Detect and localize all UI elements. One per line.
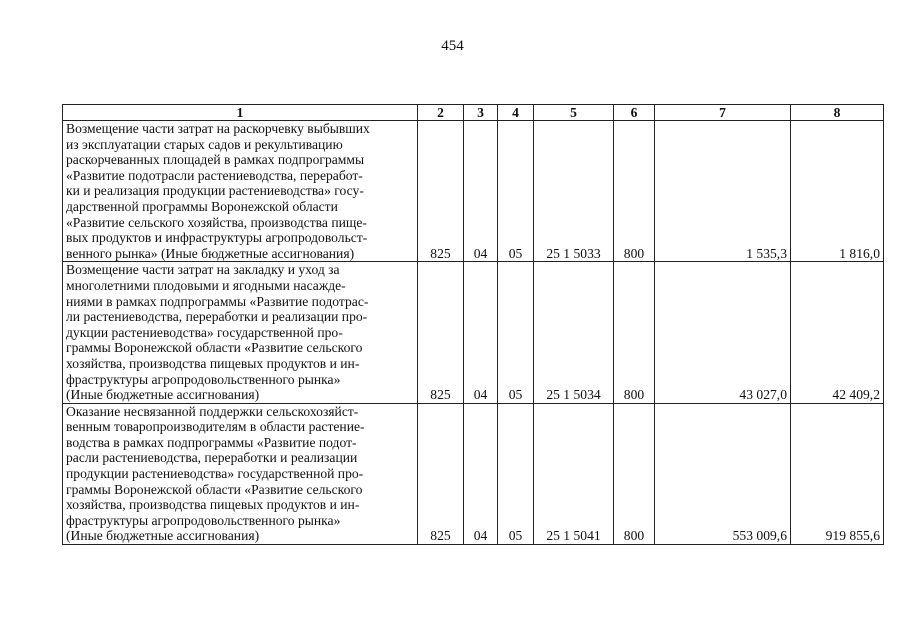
description-line: хозяйства, производства пищевых продуктов и ин- — [66, 355, 360, 371]
description-line: раскорчеванных площадей в рамках подпрограммы — [66, 152, 365, 168]
cell-subsection: 05 — [498, 403, 534, 544]
description-line: фраструктуры агропродовольственного рынка» — [66, 512, 341, 528]
cell-ministry-code: 825 — [418, 262, 464, 403]
description-line: ли растениеводства, переработки и реализации про- — [66, 309, 368, 325]
row-description — [63, 403, 418, 544]
header-col-6: 6 — [614, 105, 655, 121]
cell-section: 04 — [464, 262, 498, 403]
description-line: венного рынка» (Иные бюджетные ассигнования) — [66, 245, 355, 261]
description-line: Возмещение части затрат на закладку и уход за — [66, 262, 340, 278]
cell-expense-type: 800 — [614, 262, 655, 403]
page-number: 454 — [441, 38, 464, 54]
header-col-2: 2 — [418, 105, 464, 121]
header-col-4: 4 — [498, 105, 534, 121]
table-header-row — [63, 105, 884, 121]
budget-table — [62, 104, 884, 545]
description-line: продукции растениеводства» государственной про- — [66, 466, 364, 482]
description-line: граммы Воронежской области «Развитие сельского — [66, 481, 363, 497]
table-row — [63, 403, 884, 544]
cell-amount-year-2: 919 855,6 — [791, 403, 884, 544]
header-col-7: 7 — [655, 105, 791, 121]
cell-subsection: 05 — [498, 262, 534, 403]
description-line: водства в рамках подпрограммы «Развитие подот- — [66, 434, 357, 450]
description-line: ки и реализация продукции растениеводства» госу- — [66, 183, 364, 199]
description-line: вых продуктов и инфраструктуры агропродовольст- — [66, 230, 368, 246]
row-description — [63, 262, 418, 403]
header-col-8: 8 — [791, 105, 884, 121]
description-line: дукции растениеводства» государственной про- — [66, 324, 343, 340]
description-line: (Иные бюджетные ассигнования) — [66, 387, 260, 403]
description-line: фраструктуры агропродовольственного рынка» — [66, 371, 341, 387]
description-line: «Развитие подотрасли растениеводства, переработ- — [66, 167, 363, 183]
cell-amount-year-2: 42 409,2 — [791, 262, 884, 403]
cell-section: 04 — [464, 121, 498, 262]
description-line: «Развитие сельского хозяйства, производства пище- — [66, 214, 367, 230]
description-line: Оказание несвязанной поддержки сельскохозяйст- — [66, 403, 359, 419]
cell-target-article: 25 1 5041 — [534, 403, 614, 544]
description-line: ниями в рамках подпрограммы «Развитие подотрас- — [66, 293, 369, 309]
cell-expense-type: 800 — [614, 403, 655, 544]
cell-expense-type: 800 — [614, 121, 655, 262]
description-line: венным товаропроизводителям в области растение- — [66, 419, 365, 435]
description-line: хозяйства, производства пищевых продуктов и ин- — [66, 497, 360, 513]
description-line: дарственной программы Воронежской области — [66, 198, 338, 214]
cell-section: 04 — [464, 403, 498, 544]
cell-subsection: 05 — [498, 121, 534, 262]
cell-ministry-code: 825 — [418, 121, 464, 262]
description-line: расли растениеводства, переработки и реализации — [66, 450, 358, 466]
cell-amount-year-1: 1 535,3 — [655, 121, 791, 262]
cell-amount-year-1: 43 027,0 — [655, 262, 791, 403]
table-row — [63, 121, 884, 262]
header-col-5: 5 — [534, 105, 614, 121]
description-line: многолетними плодовыми и ягодными насажде- — [66, 277, 346, 293]
header-col-1: 1 — [63, 105, 418, 121]
cell-amount-year-2: 1 816,0 — [791, 121, 884, 262]
cell-target-article: 25 1 5033 — [534, 121, 614, 262]
description-line: (Иные бюджетные ассигнования) — [66, 528, 260, 544]
row-description — [63, 121, 418, 262]
cell-amount-year-1: 553 009,6 — [655, 403, 791, 544]
description-line: граммы Воронежской области «Развитие сельского — [66, 340, 363, 356]
header-col-3: 3 — [464, 105, 498, 121]
table-row — [63, 262, 884, 403]
cell-ministry-code: 825 — [418, 403, 464, 544]
description-line: Возмещение части затрат на раскорчевку выбывших — [66, 121, 370, 136]
cell-target-article: 25 1 5034 — [534, 262, 614, 403]
description-line: из эксплуатации старых садов и рекультивацию — [66, 136, 343, 152]
